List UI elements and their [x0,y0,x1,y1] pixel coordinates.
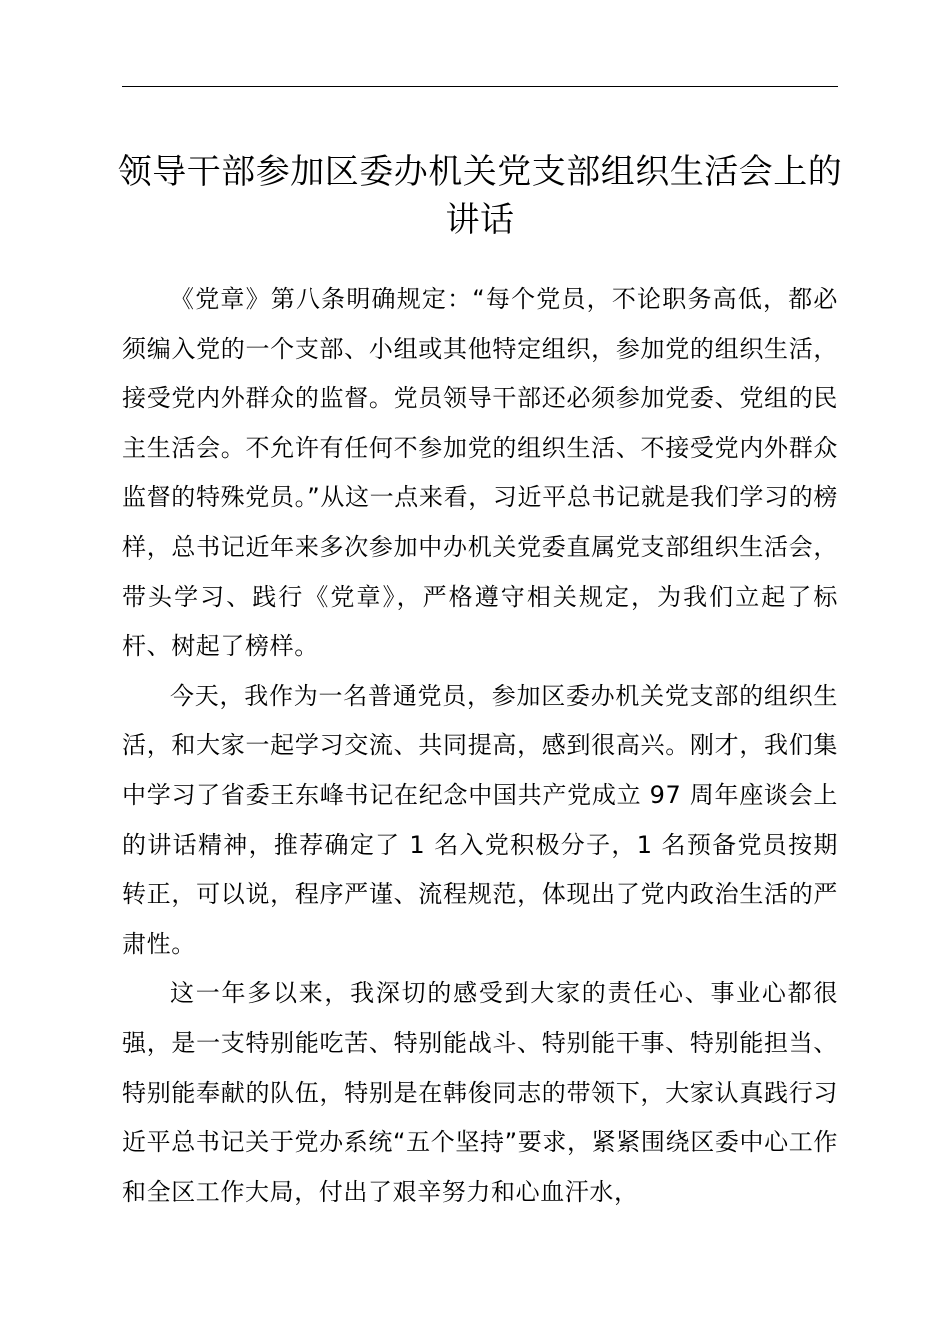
document-title: 领导干部参加区委办机关党支部组织生活会上的讲话 [117,152,843,240]
document-body [122,275,838,1217]
paragraph-3: 这一年多以来，我深切的感受到大家的责任心、事业心都很强，是一支特别能吃苦、特别能战斗、特别能干事、特别能担当、特别能奉献的队伍，特别是在韩俊同志的带领下，大家认真践行习近平总书记关于党办系统“五个坚持”要求，紧紧围绕区委中心工作和全区工作大局，付出了艰辛努力和心血汗水， [122,979,838,1206]
paragraph-2: 今天，我作为一名普通党员，参加区委办机关党支部的组织生活，和大家一起学习交流、共同提高，感到很高兴。刚才，我们集中学习了省委王东峰书记在纪念中国共产党成立 97 周年座谈会上的讲话精神，推荐确定了 1 名入党积极分子，1 名预备党员按期转正，可以说，程序严谨、流程规范，体现出了党内政治生活的严肃性。 [122,681,838,958]
header-rule [122,86,838,87]
paragraph-1: 《党章》第八条明确规定：“每个党员，不论职务高低，都必须编入党的一个支部、小组或其他特定组织，参加党的组织生活，接受党内外群众的监督。党员领导干部还必须参加党委、党组的民主生活会。不允许有任何不参加党的组织生活、不接受党内外群众监督的特殊党员。”从这一点来看，习近平总书记就是我们学习的榜样，总书记近年来多次参加中办机关党委直属党支部组织生活会，带头学习、践行《党章》，严格遵守相关规定，为我们立起了标杆、树起了榜样。 [122,285,838,661]
